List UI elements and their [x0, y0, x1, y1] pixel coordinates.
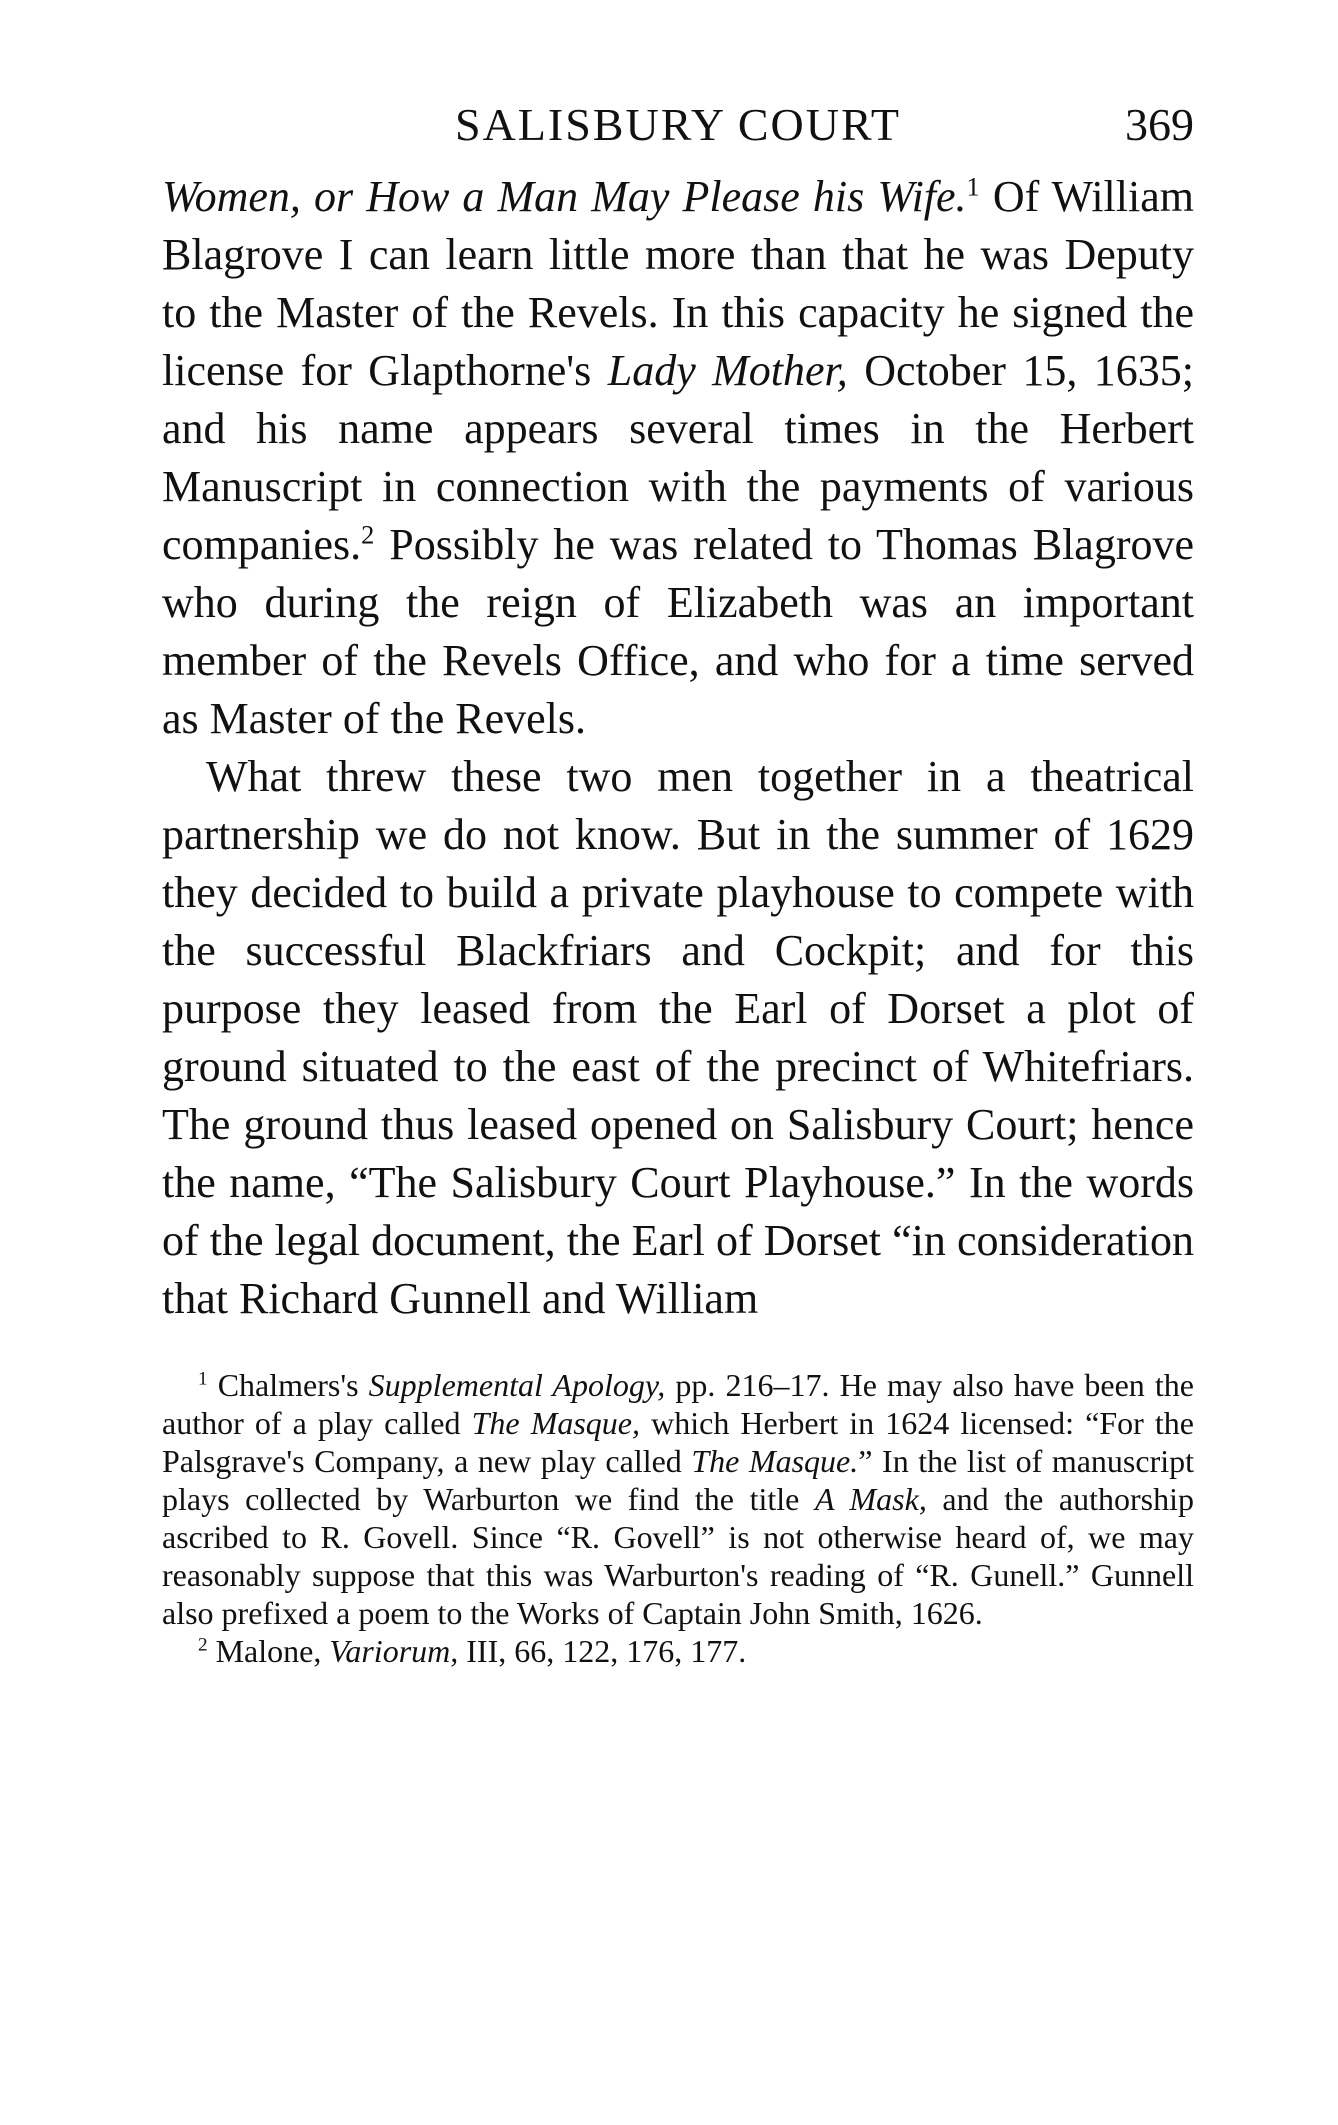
paragraph-1-text-a: Of William Blagrove I can learn little more than that he was Deputy to the Master of the Revels. In this capacity he signed the license for Glapthorne's: [162, 172, 1194, 395]
running-title: SALISBURY COURT: [455, 99, 901, 150]
footnote-1-marker: 1: [198, 1368, 208, 1390]
footnote-2-italic-a: Variorum,: [329, 1633, 459, 1669]
footnote-1-italic-c: The Masque.: [691, 1443, 859, 1479]
footnote-1-text-d: ” In the list of manuscript plays collected by Warburton we find the title: [162, 1443, 1195, 1517]
footnote-1: [162, 1366, 1194, 1632]
footnote-1-text-c: which Herbert in 1624 licensed: “For the Palsgrave's Company, a new play called: [162, 1405, 1195, 1479]
footnote-2: [162, 1632, 1194, 1670]
play-title-italic: Women, or How a Man May Please his Wife.: [162, 172, 967, 221]
play-title-lady-mother: Lady Mother,: [607, 346, 848, 395]
footnote-1-italic-a: Supplemental Apology,: [368, 1367, 666, 1403]
footnote-1-text-e: and the authorship ascribed to R. Govell. Since “R. Govell” is not otherwise heard of, we may reasonably suppose that this was Warburton's reading of “R. Gunell.” Gunnell also prefixed a poem to the Works of Captain John Smith, 1626.: [162, 1481, 1195, 1631]
footnote-1-italic-d: A Mask,: [814, 1481, 927, 1517]
paragraph-2: What threw these two men together in a theatrical partnership we do not know. But in the summer of 1629 they decided to build a private playhouse to compete with the successful Blackfriars and Cockpit; and for this purpose they leased from the Earl of Dorset a plot of ground situated to the east of the precinct of Whitefriars. The ground thus leased opened on Salisbury Court; hence the name, “The Salisbury Court Playhouse.” In the words of the legal document, the Earl of Dorset “in consideration that Richard Gunnell and William: [162, 752, 1194, 1323]
footnote-1-italic-b: The Masque,: [471, 1405, 641, 1441]
body-text: [162, 168, 1194, 1328]
footnote-2-text-a: Malone,: [207, 1633, 330, 1669]
book-page: [162, 90, 1194, 1670]
footnote-ref-1: 1: [966, 171, 980, 202]
footnote-ref-2: 2: [361, 519, 375, 550]
footnote-1-text-a: Chalmers's: [207, 1367, 369, 1403]
running-head: [162, 90, 1194, 160]
page-number: 369: [1125, 99, 1194, 150]
paragraph-1-text-b: October 15, 1635; and his name appears several times in the Herbert Manuscript in connection with the payments of various companies.: [162, 346, 1194, 569]
paragraph-1: [162, 168, 1194, 748]
footnote-2-text-b: III, 66, 122, 176, 177.: [458, 1633, 747, 1669]
paragraph-1-text-c: Possibly he was related to Thomas Blagrove who during the reign of Elizabeth was an important member of the Revels Office, and who for a time served as Master of the Revels.: [162, 520, 1194, 743]
footnotes: [162, 1366, 1194, 1670]
footnote-2-marker: 2: [198, 1634, 208, 1656]
footnote-1-text-b: pp. 216–17. He may also have been the author of a play called: [162, 1367, 1194, 1441]
